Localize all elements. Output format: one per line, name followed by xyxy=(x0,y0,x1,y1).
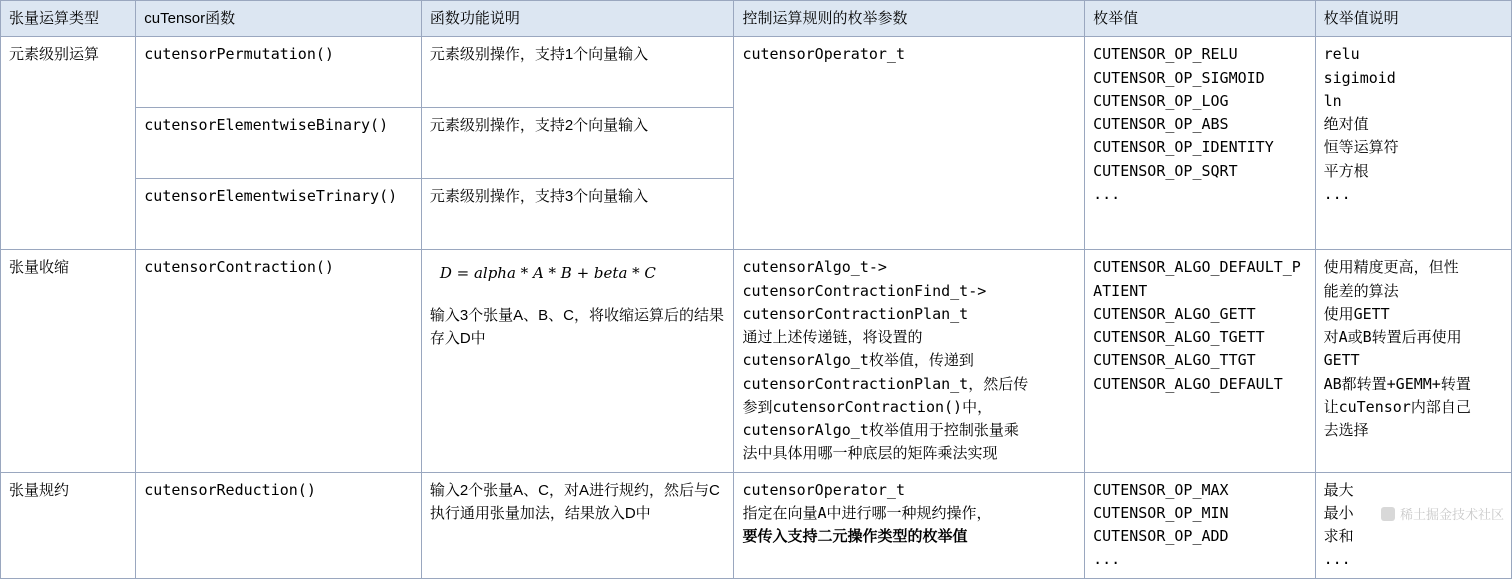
enum-desc: 最小 xyxy=(1323,503,1354,522)
cell-enum-desc-algo xyxy=(1315,250,1511,472)
cell-function-permutation: cutensorPermutation() xyxy=(136,37,422,108)
cell-function-desc-elementwise-binary: 元素级别操作，支持2个向量输入 xyxy=(421,108,734,179)
cell-function-desc-permutation: 元素级别操作，支持1个向量输入 xyxy=(421,37,734,108)
enum-desc: 去选择 xyxy=(1323,421,1369,439)
param-line: cutensorContractionPlan_t xyxy=(742,304,969,323)
contraction-formula: D = alpha * A * B + beta * C xyxy=(439,264,656,283)
header-cell-enum-value: 枚举值 xyxy=(1085,1,1315,37)
cell-function-reduction: cutensorReduction() xyxy=(136,472,422,578)
cell-operation-type-elementwise: 元素级别运算 xyxy=(1,37,136,250)
param-line: cutensorContractionFind_t-> xyxy=(742,281,987,300)
enum-desc: 对A或B转置后再使用 xyxy=(1323,328,1462,346)
enum-value: CUTENSOR_ALGO_DEFAULT_P xyxy=(1093,258,1301,277)
enum-desc: 求和 xyxy=(1323,527,1354,545)
param-line: cutensorOperator_t xyxy=(742,480,905,499)
cell-enum-param-algo-chain xyxy=(734,250,1085,472)
cell-enum-values-operator xyxy=(1085,37,1315,250)
enum-desc: 恒等运算符 xyxy=(1323,138,1399,157)
table-row xyxy=(1,37,1512,108)
table-body xyxy=(1,37,1512,578)
header-row xyxy=(1,1,1512,37)
cell-enum-values-reduction xyxy=(1085,472,1315,578)
param-line-emphasis: 要传入支持二元操作类型的枚举值 xyxy=(742,527,968,545)
enum-desc: 能差的算法 xyxy=(1323,281,1399,300)
enum-value: CUTENSOR_ALGO_TTGT xyxy=(1093,351,1256,370)
enum-value: CUTENSOR_OP_SIGMOID xyxy=(1093,68,1265,87)
enum-value: ... xyxy=(1093,184,1121,203)
cell-function-elementwise-binary: cutensorElementwiseBinary() xyxy=(136,108,422,179)
enum-value: ATIENT xyxy=(1093,281,1148,300)
param-line: 法中具体用哪一种底层的矩阵乘法实现 xyxy=(742,444,998,463)
enum-value: CUTENSOR_ALGO_DEFAULT xyxy=(1093,374,1283,393)
param-line: cutensorAlgo_t-> xyxy=(742,258,887,277)
enum-desc: AB都转置+GEMM+转置 xyxy=(1323,374,1471,393)
enum-value: CUTENSOR_OP_MAX xyxy=(1093,480,1229,499)
enum-desc: 让cuTensor内部自己 xyxy=(1323,397,1471,416)
param-line: 指定在向量A中进行哪一种规约操作， xyxy=(742,503,992,522)
contraction-desc-text: 输入3个张量A、B、C，将收缩运算后的结果存入D中 xyxy=(429,306,725,347)
enum-value: CUTENSOR_OP_RELU xyxy=(1093,45,1238,64)
header-cell-function: cuTensor函数 xyxy=(136,1,422,37)
enum-value: ... xyxy=(1093,550,1121,569)
enum-desc: 平方根 xyxy=(1323,161,1369,180)
enum-desc: relu xyxy=(1323,45,1360,64)
table-row xyxy=(1,472,1512,578)
table-header xyxy=(1,1,1512,37)
enum-desc: GETT xyxy=(1323,351,1360,370)
table-row xyxy=(1,250,1512,472)
param-line: cutensorAlgo_t枚举值用于控制张量乘 xyxy=(742,421,1019,439)
enum-desc: ... xyxy=(1323,550,1351,569)
cell-function-desc-elementwise-trinary: 元素级别操作，支持3个向量输入 xyxy=(421,179,734,250)
cell-enum-values-algo xyxy=(1085,250,1315,472)
cell-enum-desc-reduction xyxy=(1315,472,1511,578)
enum-value: CUTENSOR_OP_ABS xyxy=(1093,115,1229,133)
cell-operation-type-contraction: 张量收缩 xyxy=(1,250,136,472)
enum-value: CUTENSOR_OP_IDENTITY xyxy=(1093,138,1274,157)
cell-function-contraction: cutensorContraction() xyxy=(136,250,422,472)
watermark-text: 稀土掘金技术社区 xyxy=(1399,507,1504,522)
header-cell-operation-type: 张量运算类型 xyxy=(1,1,136,37)
cell-enum-param-operator-t: cutensorOperator_t xyxy=(734,37,1085,250)
enum-value: CUTENSOR_OP_ADD xyxy=(1093,527,1229,545)
header-cell-enum-param: 控制运算规则的枚举参数 xyxy=(734,1,1085,37)
enum-value: CUTENSOR_OP_SQRT xyxy=(1093,161,1238,180)
enum-value: CUTENSOR_OP_LOG xyxy=(1093,91,1229,110)
header-cell-enum-desc: 枚举值说明 xyxy=(1315,1,1511,37)
param-line: cutensorAlgo_t枚举值，传递到 xyxy=(742,351,974,370)
cell-function-desc-contraction xyxy=(421,250,734,472)
enum-desc: ... xyxy=(1323,184,1351,203)
param-line: 通过上述传递链，将设置的 xyxy=(742,328,923,346)
param-line: cutensorContractionPlan_t，然后传 xyxy=(742,374,1029,393)
cell-enum-param-reduction xyxy=(734,472,1085,578)
enum-value: CUTENSOR_OP_MIN xyxy=(1093,503,1229,522)
cell-operation-type-reduction: 张量规约 xyxy=(1,472,136,578)
cell-function-elementwise-trinary: cutensorElementwiseTrinary() xyxy=(136,179,422,250)
enum-desc: 使用精度更高，但性 xyxy=(1323,258,1459,277)
header-cell-function-desc: 函数功能说明 xyxy=(421,1,734,37)
enum-desc: ln xyxy=(1323,91,1342,110)
enum-desc: 使用GETT xyxy=(1323,304,1390,323)
enum-desc: sigimoid xyxy=(1323,68,1396,87)
enum-desc: 最大 xyxy=(1323,480,1354,499)
param-line: 参到cutensorContraction()中， xyxy=(742,397,993,416)
cell-enum-desc-operator xyxy=(1315,37,1511,250)
enum-value: CUTENSOR_ALGO_TGETT xyxy=(1093,328,1265,346)
enum-value: CUTENSOR_ALGO_GETT xyxy=(1093,304,1256,323)
cell-function-desc-reduction: 输入2个张量A、C，对A进行规约，然后与C执行通用张量加法，结果放入D中 xyxy=(421,472,734,578)
enum-desc: 绝对值 xyxy=(1323,115,1369,133)
